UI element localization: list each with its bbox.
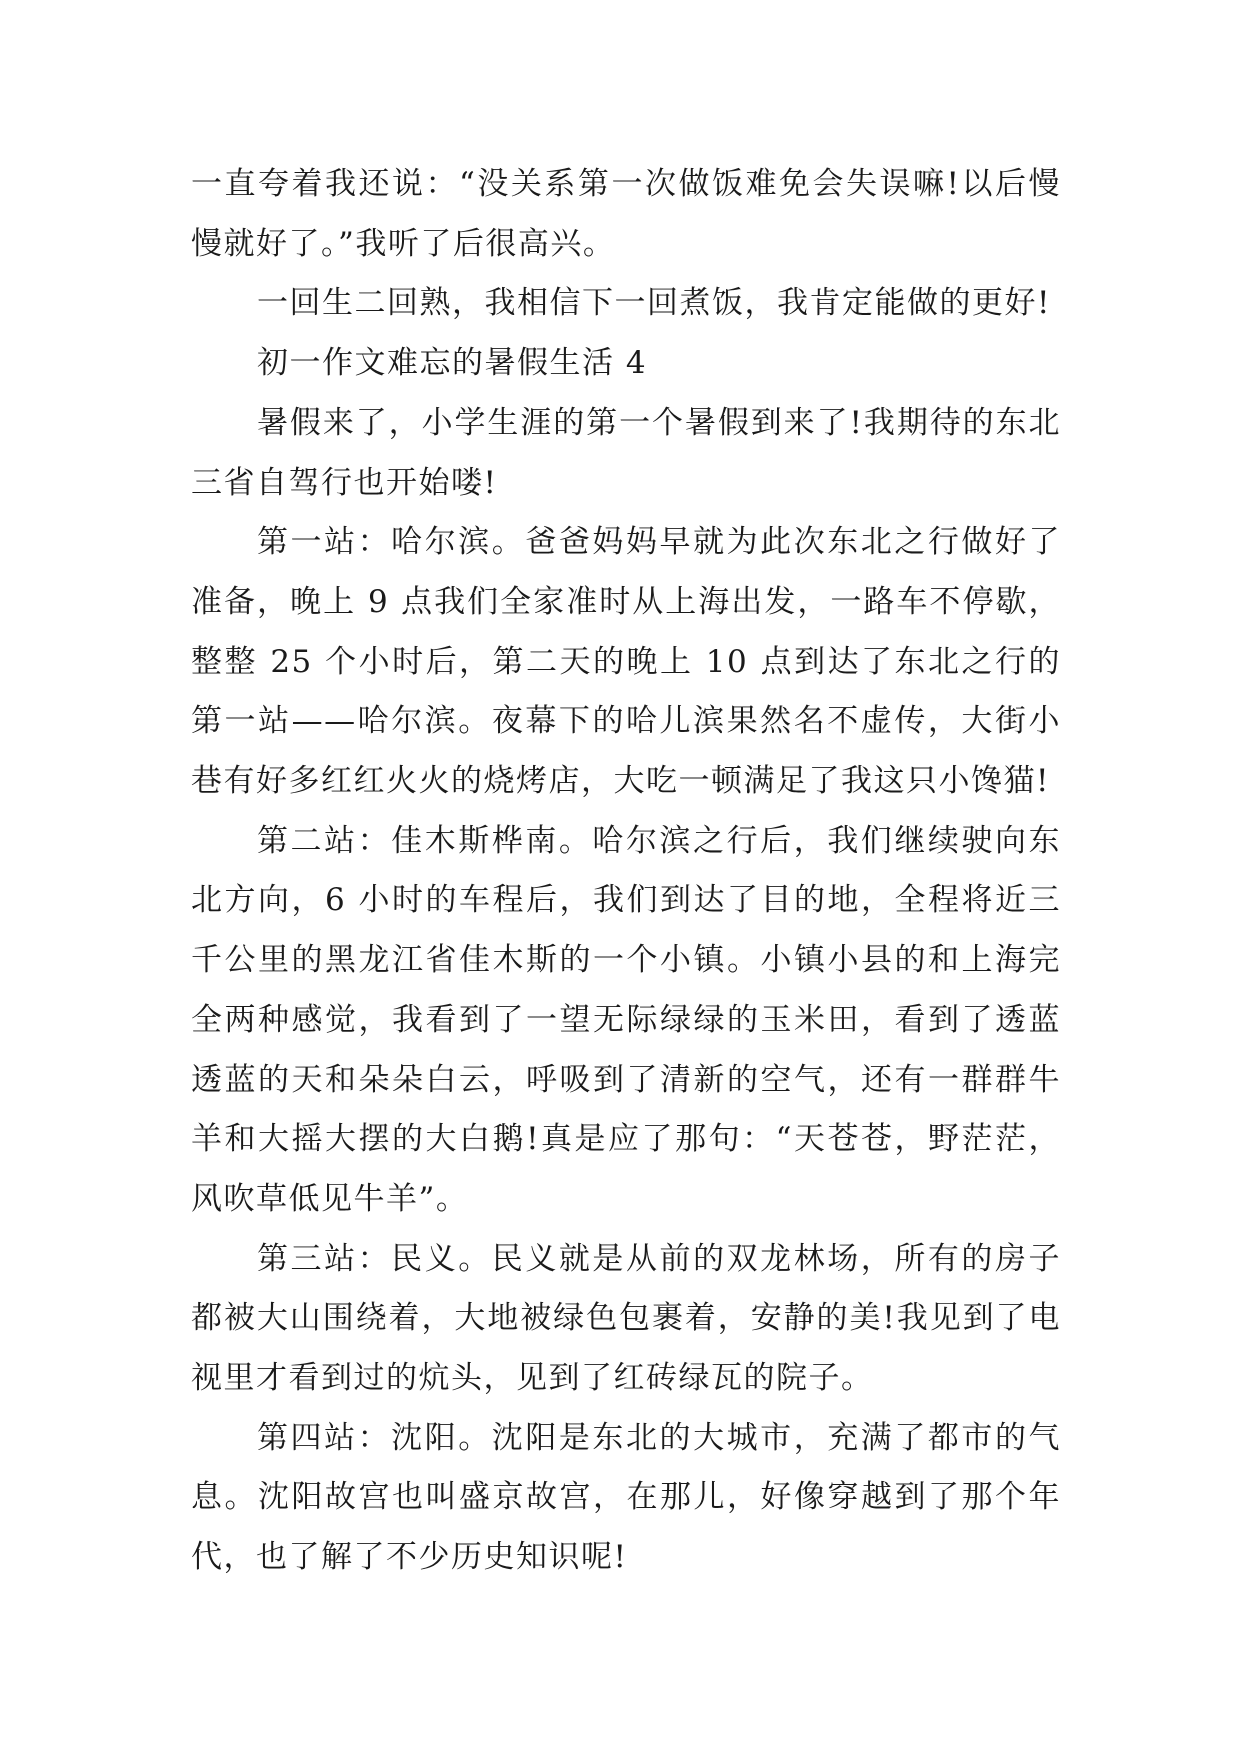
paragraph-2: 一回生二回熟，我相信下一回煮饭，我肯定能做的更好!	[257, 285, 1051, 322]
paragraph-4: 第一站：哈尔滨。爸爸妈妈早就为此次东北之行做好了准备，晚上 9 点我们全家准时从上海出发，一路车不停歇，整整 25 个小时后，第二天的晚上 10 点到达了东北之行的第一站——哈尔滨。夜幕下的哈儿滨果然名不虚传，大街小巷有好多红红火火的烧烤店，大吃一顿满足了我这只小馋猫!	[191, 524, 1061, 800]
paragraph-1: 一直夸着我还说：“没关系第一次做饭难免会失误嘛!以后慢慢就好了。”我听了后很高兴。	[191, 166, 1061, 262]
paragraph-3: 暑假来了，小学生涯的第一个暑假到来了!我期待的东北三省自驾行也开始喽!	[191, 404, 1061, 501]
paragraph-5: 第二站：佳木斯桦南。哈尔滨之行后，我们继续驶向东北方向，6 小时的车程后，我们到达了目的地，全程将近三千公里的黑龙江省佳木斯的一个小镇。小镇小县的和上海完全两种感觉，我看到了一望无际绿绿的玉米田，看到了透蓝透蓝的天和朵朵白云，呼吸到了清新的空气，还有一群群牛羊和大摇大摆的大白鹅!真是应了那句：“天苍苍，野茫茫，风吹草低见牛羊”。	[191, 822, 1061, 1217]
document-page	[191, 155, 1061, 1588]
paragraph-7: 第四站：沈阳。沈阳是东北的大城市，充满了都市的气息。沈阳故宫也叫盛京故宫，在那儿，好像穿越到了那个年代，也了解了不少历史知识呢!	[191, 1419, 1061, 1576]
paragraph-6: 第三站：民义。民义就是从前的双龙林场，所有的房子都被大山围绕着，大地被绿色包裹着，安静的美!我见到了电视里才看到过的炕头，见到了红砖绿瓦的院子。	[191, 1240, 1061, 1397]
essay-title: 初一作文难忘的暑假生活 4	[257, 345, 648, 382]
